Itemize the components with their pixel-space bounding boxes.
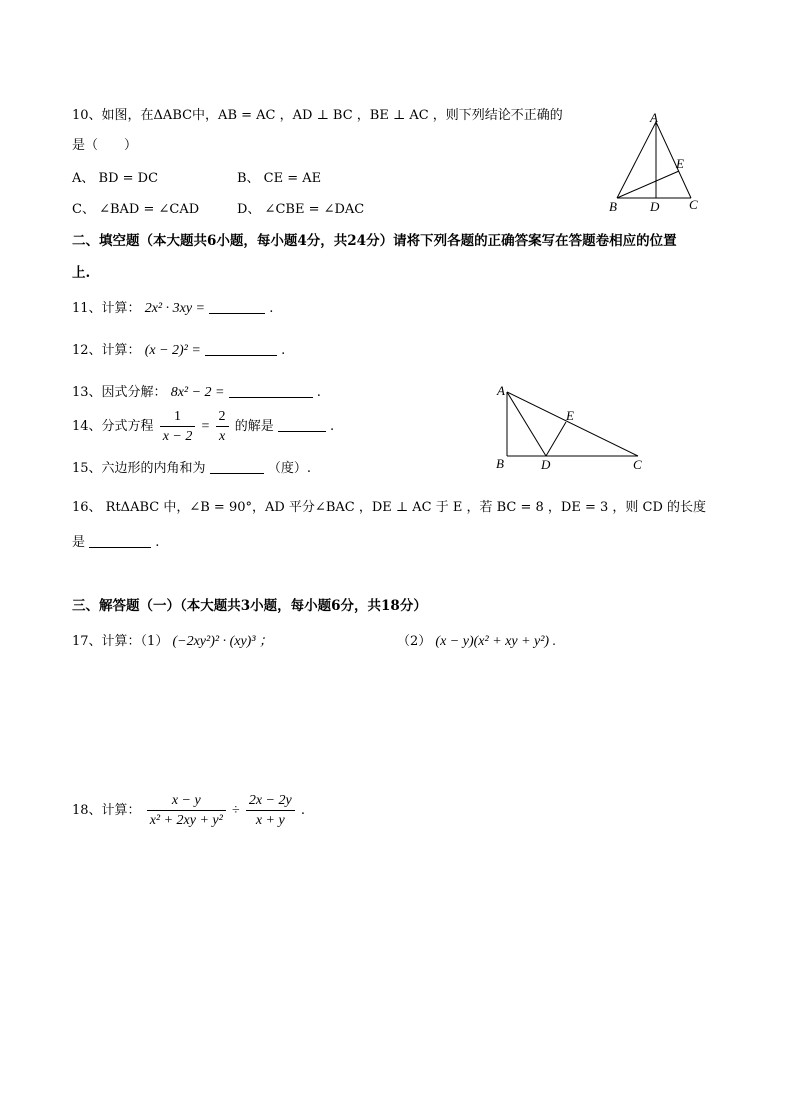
q16-fig-label-c: C bbox=[633, 457, 642, 472]
q14-fraction-2-denominator: x bbox=[218, 429, 226, 444]
q10-stem-line2: 是（ ） bbox=[72, 138, 138, 153]
q16-answer-blank[interactable] bbox=[89, 534, 151, 548]
q18-fraction-2-numerator: 2x − 2y bbox=[246, 792, 295, 811]
q14-suffix: 的解是 bbox=[234, 419, 274, 434]
q15-suffix: （度）. bbox=[267, 461, 311, 476]
q17-part2-label: （2） bbox=[397, 634, 432, 649]
q13 bbox=[72, 381, 321, 401]
q11-end: . bbox=[269, 301, 274, 316]
q18-fraction-1-denominator: x² + 2xy + y² bbox=[149, 813, 223, 828]
q18-fraction-2-denominator: x + y bbox=[255, 813, 285, 828]
q14-fraction-2-numerator: 2 bbox=[216, 408, 229, 427]
q12-end: . bbox=[281, 343, 286, 358]
q14-end: . bbox=[329, 419, 335, 434]
q17-part2 bbox=[397, 630, 556, 650]
q17-expression-1: (−2xy²)² · (xy)³ ； bbox=[172, 634, 274, 649]
q15-answer-blank[interactable] bbox=[210, 460, 264, 474]
q13-end: . bbox=[316, 385, 321, 400]
section2-heading-line1: 二、填空题（本大题共6小题，每小题4分，共24分）请将下列各题的正确答案写在答题卷相应的位置 bbox=[72, 233, 677, 249]
q14-fraction-1-denominator: x − 2 bbox=[162, 429, 193, 444]
q16-fig-label-e: E bbox=[566, 408, 574, 423]
q18-end: . bbox=[300, 803, 305, 818]
q18-fraction-2 bbox=[246, 792, 295, 829]
q16-fig-label-a: A bbox=[497, 383, 505, 398]
q10-fig-label-c: C bbox=[689, 197, 698, 212]
q18-fraction-1-numerator: x − y bbox=[147, 792, 226, 811]
q17-prefix: 17、计算：（1） bbox=[72, 634, 169, 649]
q10-option-a: A、 BD = DC bbox=[72, 171, 159, 186]
q13-answer-blank[interactable] bbox=[229, 384, 313, 398]
q13-prefix: 13、因式分解： bbox=[72, 385, 167, 400]
q10-fig-label-a: A bbox=[650, 110, 658, 125]
q10-option-d: D、 ∠CBE = ∠DAC bbox=[237, 202, 365, 217]
q18-divide-operator: ÷ bbox=[231, 803, 240, 818]
q12-expression: (x − 2)² = bbox=[144, 343, 201, 358]
q16-stem-line1: 16、 RtΔABC 中，∠B = 90°，AD 平分∠BAC ，DE ⊥ AC 于 E ，若 BC = 8 ，DE = 3 ，则 CD 的长度 bbox=[72, 500, 707, 515]
q14 bbox=[72, 408, 334, 445]
q18-prefix: 18、计算： bbox=[72, 803, 141, 818]
q11-answer-blank[interactable] bbox=[209, 300, 265, 314]
q17-expression-2: (x − y)(x² + xy + y²) . bbox=[435, 634, 557, 649]
q10-option-b: B、 CE = AE bbox=[237, 171, 322, 186]
q14-fraction-2 bbox=[216, 408, 229, 445]
q12 bbox=[72, 339, 285, 359]
q14-answer-blank[interactable] bbox=[278, 418, 326, 432]
q18-fraction-1 bbox=[147, 792, 226, 829]
q11-expression: 2x² · 3xy = bbox=[144, 301, 205, 316]
q16-end: . bbox=[155, 535, 160, 550]
q17-part1 bbox=[72, 630, 273, 650]
q12-answer-blank[interactable] bbox=[205, 342, 277, 356]
q16-right-triangle-figure bbox=[490, 380, 660, 480]
q10-fig-label-e: E bbox=[676, 156, 684, 171]
q14-equals: = bbox=[201, 419, 210, 434]
q16-line2-prefix: 是 bbox=[72, 535, 86, 550]
q14-fraction-1 bbox=[160, 408, 196, 445]
q14-fraction-1-numerator: 1 bbox=[160, 408, 196, 427]
q16-stem-line2 bbox=[72, 531, 159, 550]
q15-prefix: 15、六边形的内角和为 bbox=[72, 461, 206, 476]
q10-fig-label-d: D bbox=[650, 199, 660, 214]
q16-fig-label-d: D bbox=[541, 457, 551, 472]
q10-triangle-figure bbox=[600, 108, 710, 218]
q18 bbox=[72, 792, 305, 829]
q13-expression: 8x² − 2 = bbox=[170, 385, 225, 400]
section3-heading: 三、解答题（一）（本大题共3小题，每小题6分，共18分） bbox=[72, 598, 427, 614]
q16-fig-label-b: B bbox=[496, 456, 504, 471]
q15 bbox=[72, 457, 311, 476]
section2-heading-line2: 上. bbox=[72, 265, 91, 281]
q10-stem-line1: 10、如图，在ΔABC中，AB = AC ，AD ⊥ BC ，BE ⊥ AC ，则下列结论不正确的 bbox=[72, 108, 563, 123]
q10-fig-label-b: B bbox=[609, 199, 617, 214]
q11 bbox=[72, 297, 273, 317]
q14-prefix: 14、分式方程 bbox=[72, 419, 154, 434]
q12-prefix: 12、计算： bbox=[72, 343, 141, 358]
q10-option-c: C、 ∠BAD = ∠CAD bbox=[72, 202, 200, 217]
q11-prefix: 11、计算： bbox=[72, 301, 141, 316]
